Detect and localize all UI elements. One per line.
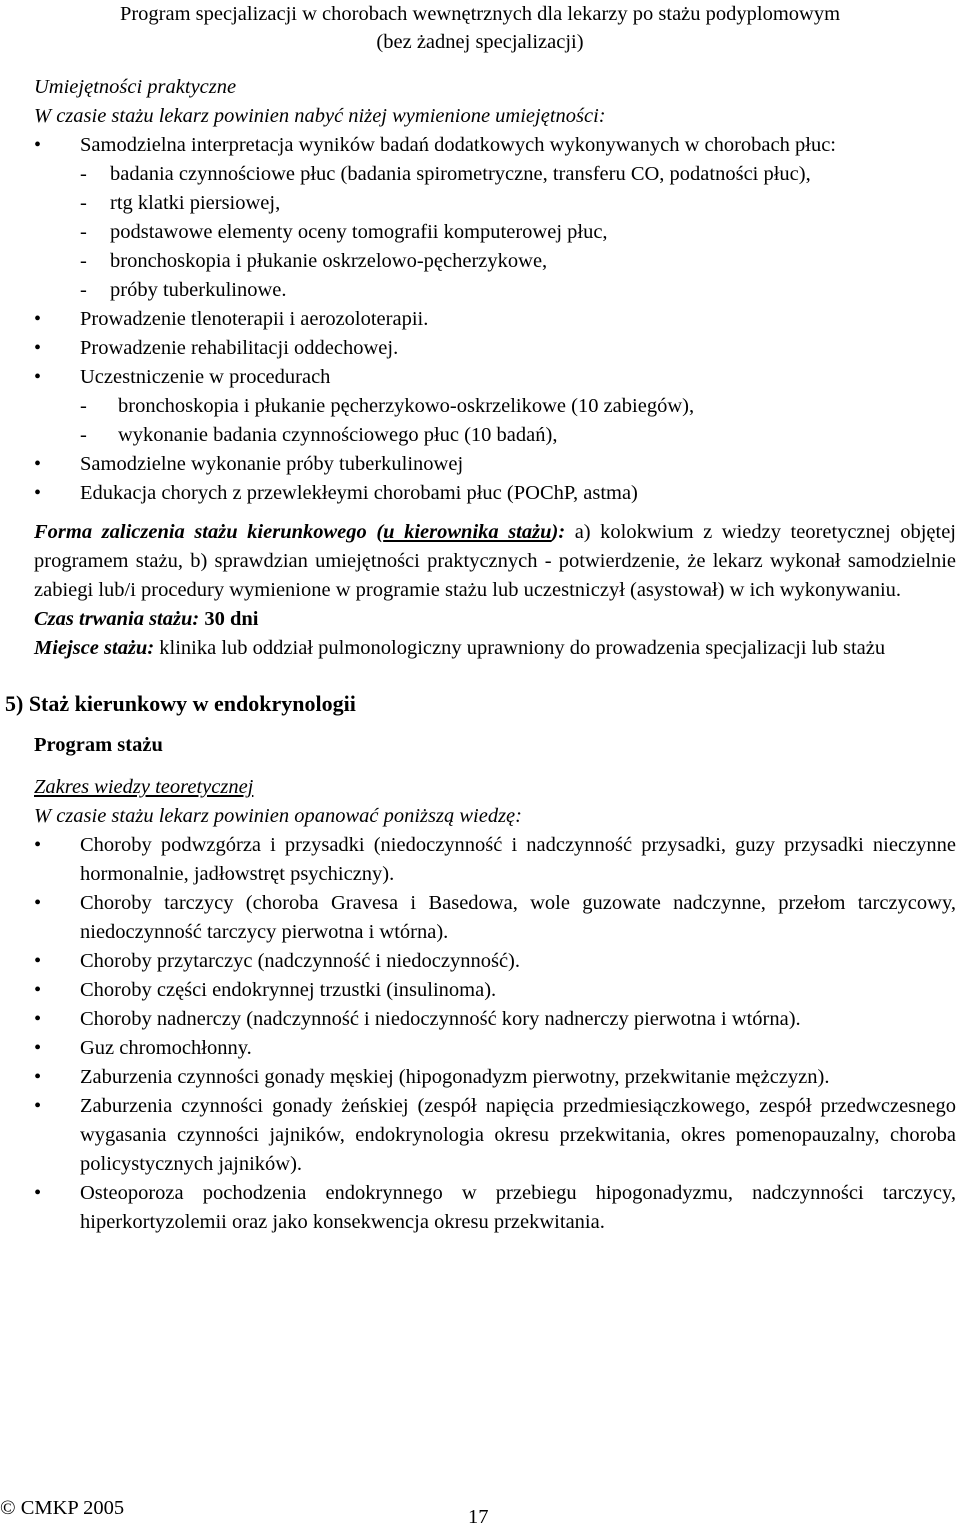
list-item: • Prowadzenie rehabilitacji oddechowej. bbox=[34, 334, 956, 363]
header-subtitle: (bez żadnej specjalizacji) bbox=[376, 31, 584, 53]
sub-item-text: rtg klatki piersiowej, bbox=[110, 192, 281, 214]
spacer bbox=[34, 760, 956, 773]
sub-list-item: - próby tuberkulinowe. bbox=[80, 279, 287, 301]
list-item: • Prowadzenie tlenoterapii i aerozoloterapii. bbox=[34, 305, 956, 334]
sub-item-text: wykonanie badania czynnościowego płuc (10 badań), bbox=[118, 424, 558, 446]
location-paragraph bbox=[34, 634, 956, 663]
sub-item-text: badania czynnościowe płuc (badania spirometryczne, transferu CO, podatności płuc), bbox=[110, 163, 811, 185]
sub-list-item: - rtg klatki piersiowej, bbox=[80, 192, 281, 214]
location-label: Miejsce stażu: bbox=[34, 637, 155, 659]
list-item: • Osteoporoza pochodzenia endokrynnego w przebiegu hipogonadyzmu, nadczynności tarczycy, hiperkortyzolemii oraz jako konsekwencja okresu przekwitania. bbox=[34, 1179, 956, 1237]
theory-intro: W czasie stażu lekarz powinien opanować poniższą wiedzę: bbox=[34, 805, 522, 827]
theory-scope-heading: Zakres wiedzy teoretycznej bbox=[34, 776, 254, 798]
sub-list-item: - bronchoskopia i płukanie oskrzelowo-pęcherzykowe, bbox=[80, 250, 548, 272]
list-item: • Uczestniczenie w procedurach bbox=[34, 363, 956, 392]
spacer bbox=[34, 508, 956, 518]
sub-list-item: - wykonanie badania czynnościowego płuc (10 badań), bbox=[80, 424, 558, 446]
page-number: 17 bbox=[468, 1506, 489, 1528]
list-item: • Edukacja chorych z przewlekłeymi chorobami płuc (POChP, astma) bbox=[34, 479, 956, 508]
spacer bbox=[34, 663, 956, 689]
list-item: • Choroby podwzgórza i przysadki (niedoczynność i nadczynność przysadki, guzy przysadki nieczynne hormonalnie, jadłowstręt psychiczny). bbox=[34, 831, 956, 889]
list-item: • Choroby przytarczyc (nadczynność i niedoczynność). bbox=[34, 947, 956, 976]
list-item: • Choroby tarczycy (choroba Gravesa i Basedowa, wole guzowate nadczynne, przełom tarczycowy, niedoczynność tarczycy pierwotna i wtórna). bbox=[34, 889, 956, 947]
section-heading-skills: Umiejętności praktyczne bbox=[34, 76, 237, 98]
header-title: Program specjalizacji w chorobach wewnętrznych dla lekarzy po stażu podyplomowym bbox=[119, 3, 841, 25]
label-underlined: u kierownika stażu bbox=[383, 521, 552, 543]
section-5-heading: 5) Staż kierunkowy w endokrynologii bbox=[5, 691, 356, 716]
program-heading: Program stażu bbox=[34, 734, 163, 756]
sub-item-text: bronchoskopia i płukanie oskrzelowo-pęcherzykowe, bbox=[110, 250, 548, 272]
list-item: • Choroby nadnerczy (nadczynność i niedoczynność kory nadnerczy pierwotna i wtórna). bbox=[34, 1005, 956, 1034]
sub-item-text: podstawowe elementy oceny tomografii komputerowej płuc, bbox=[110, 221, 608, 243]
list-item: • Choroby części endokrynnej trzustki (insulinoma). bbox=[34, 976, 956, 1005]
duration-line bbox=[34, 605, 956, 634]
skills-intro: W czasie stażu lekarz powinien nabyć niżej wymienione umiejętności: bbox=[34, 105, 606, 127]
location-value: klinika lub oddział pulmonologiczny uprawniony do prowadzenia specjalizacji lub stażu bbox=[154, 637, 886, 659]
completion-form-label bbox=[34, 521, 565, 543]
footer-copyright: © CMKP 2005 bbox=[0, 1497, 125, 1519]
duration-label: Czas trwania stażu: bbox=[34, 608, 200, 630]
label-part: ): bbox=[551, 521, 566, 543]
sub-item-text: próby tuberkulinowe. bbox=[110, 279, 287, 301]
duration-value: 30 dni bbox=[199, 608, 259, 630]
completion-form-paragraph bbox=[34, 518, 956, 605]
completion-form-text: a) kolokwium z wiedzy teoretycznej objętej programem stażu, b) sprawdzian umiejętności praktycznych - potwierdzenie, że lekarz wykonał samodzielnie zabiegi lub/i procedury wymienione w programie stażu lub uczestniczył (asystował) w ich wykonywaniu. bbox=[34, 521, 956, 601]
list-item: • Samodzielna interpretacja wyników badań dodatkowych wykonywanych w chorobach płuc: bbox=[34, 131, 956, 160]
spacer bbox=[34, 718, 956, 731]
label-part: Forma zaliczenia stażu kierunkowego ( bbox=[34, 521, 384, 543]
list-item: • Guz chromochłonny. bbox=[34, 1034, 956, 1063]
sub-item-text: bronchoskopia i płukanie pęcherzykowo-oskrzelikowe (10 zabiegów), bbox=[118, 395, 695, 417]
list-item: • Samodzielne wykonanie próby tuberkulinowej bbox=[34, 450, 956, 479]
list-item: • Zaburzenia czynności gonady męskiej (hipogonadyzm pierwotny, przekwitanie mężczyzn). bbox=[34, 1063, 956, 1092]
list-item: • Zaburzenia czynności gonady żeńskiej (zespół napięcia przedmiesiączkowego, zespół przedwczesnego wygasania czynności jajników, endokrynologia okresu przekwitania, okres pomenopauzalny, choroba policystycznych jajników). bbox=[34, 1092, 956, 1179]
sub-list-item: - podstawowe elementy oceny tomografii komputerowej płuc, bbox=[80, 221, 608, 243]
sub-list-item: - badania czynnościowe płuc (badania spirometryczne, transferu CO, podatności płuc), bbox=[80, 163, 811, 185]
page-header bbox=[0, 0, 960, 56]
sub-list-item: - bronchoskopia i płukanie pęcherzykowo-oskrzelikowe (10 zabiegów), bbox=[80, 395, 695, 417]
page-content bbox=[5, 73, 956, 1237]
